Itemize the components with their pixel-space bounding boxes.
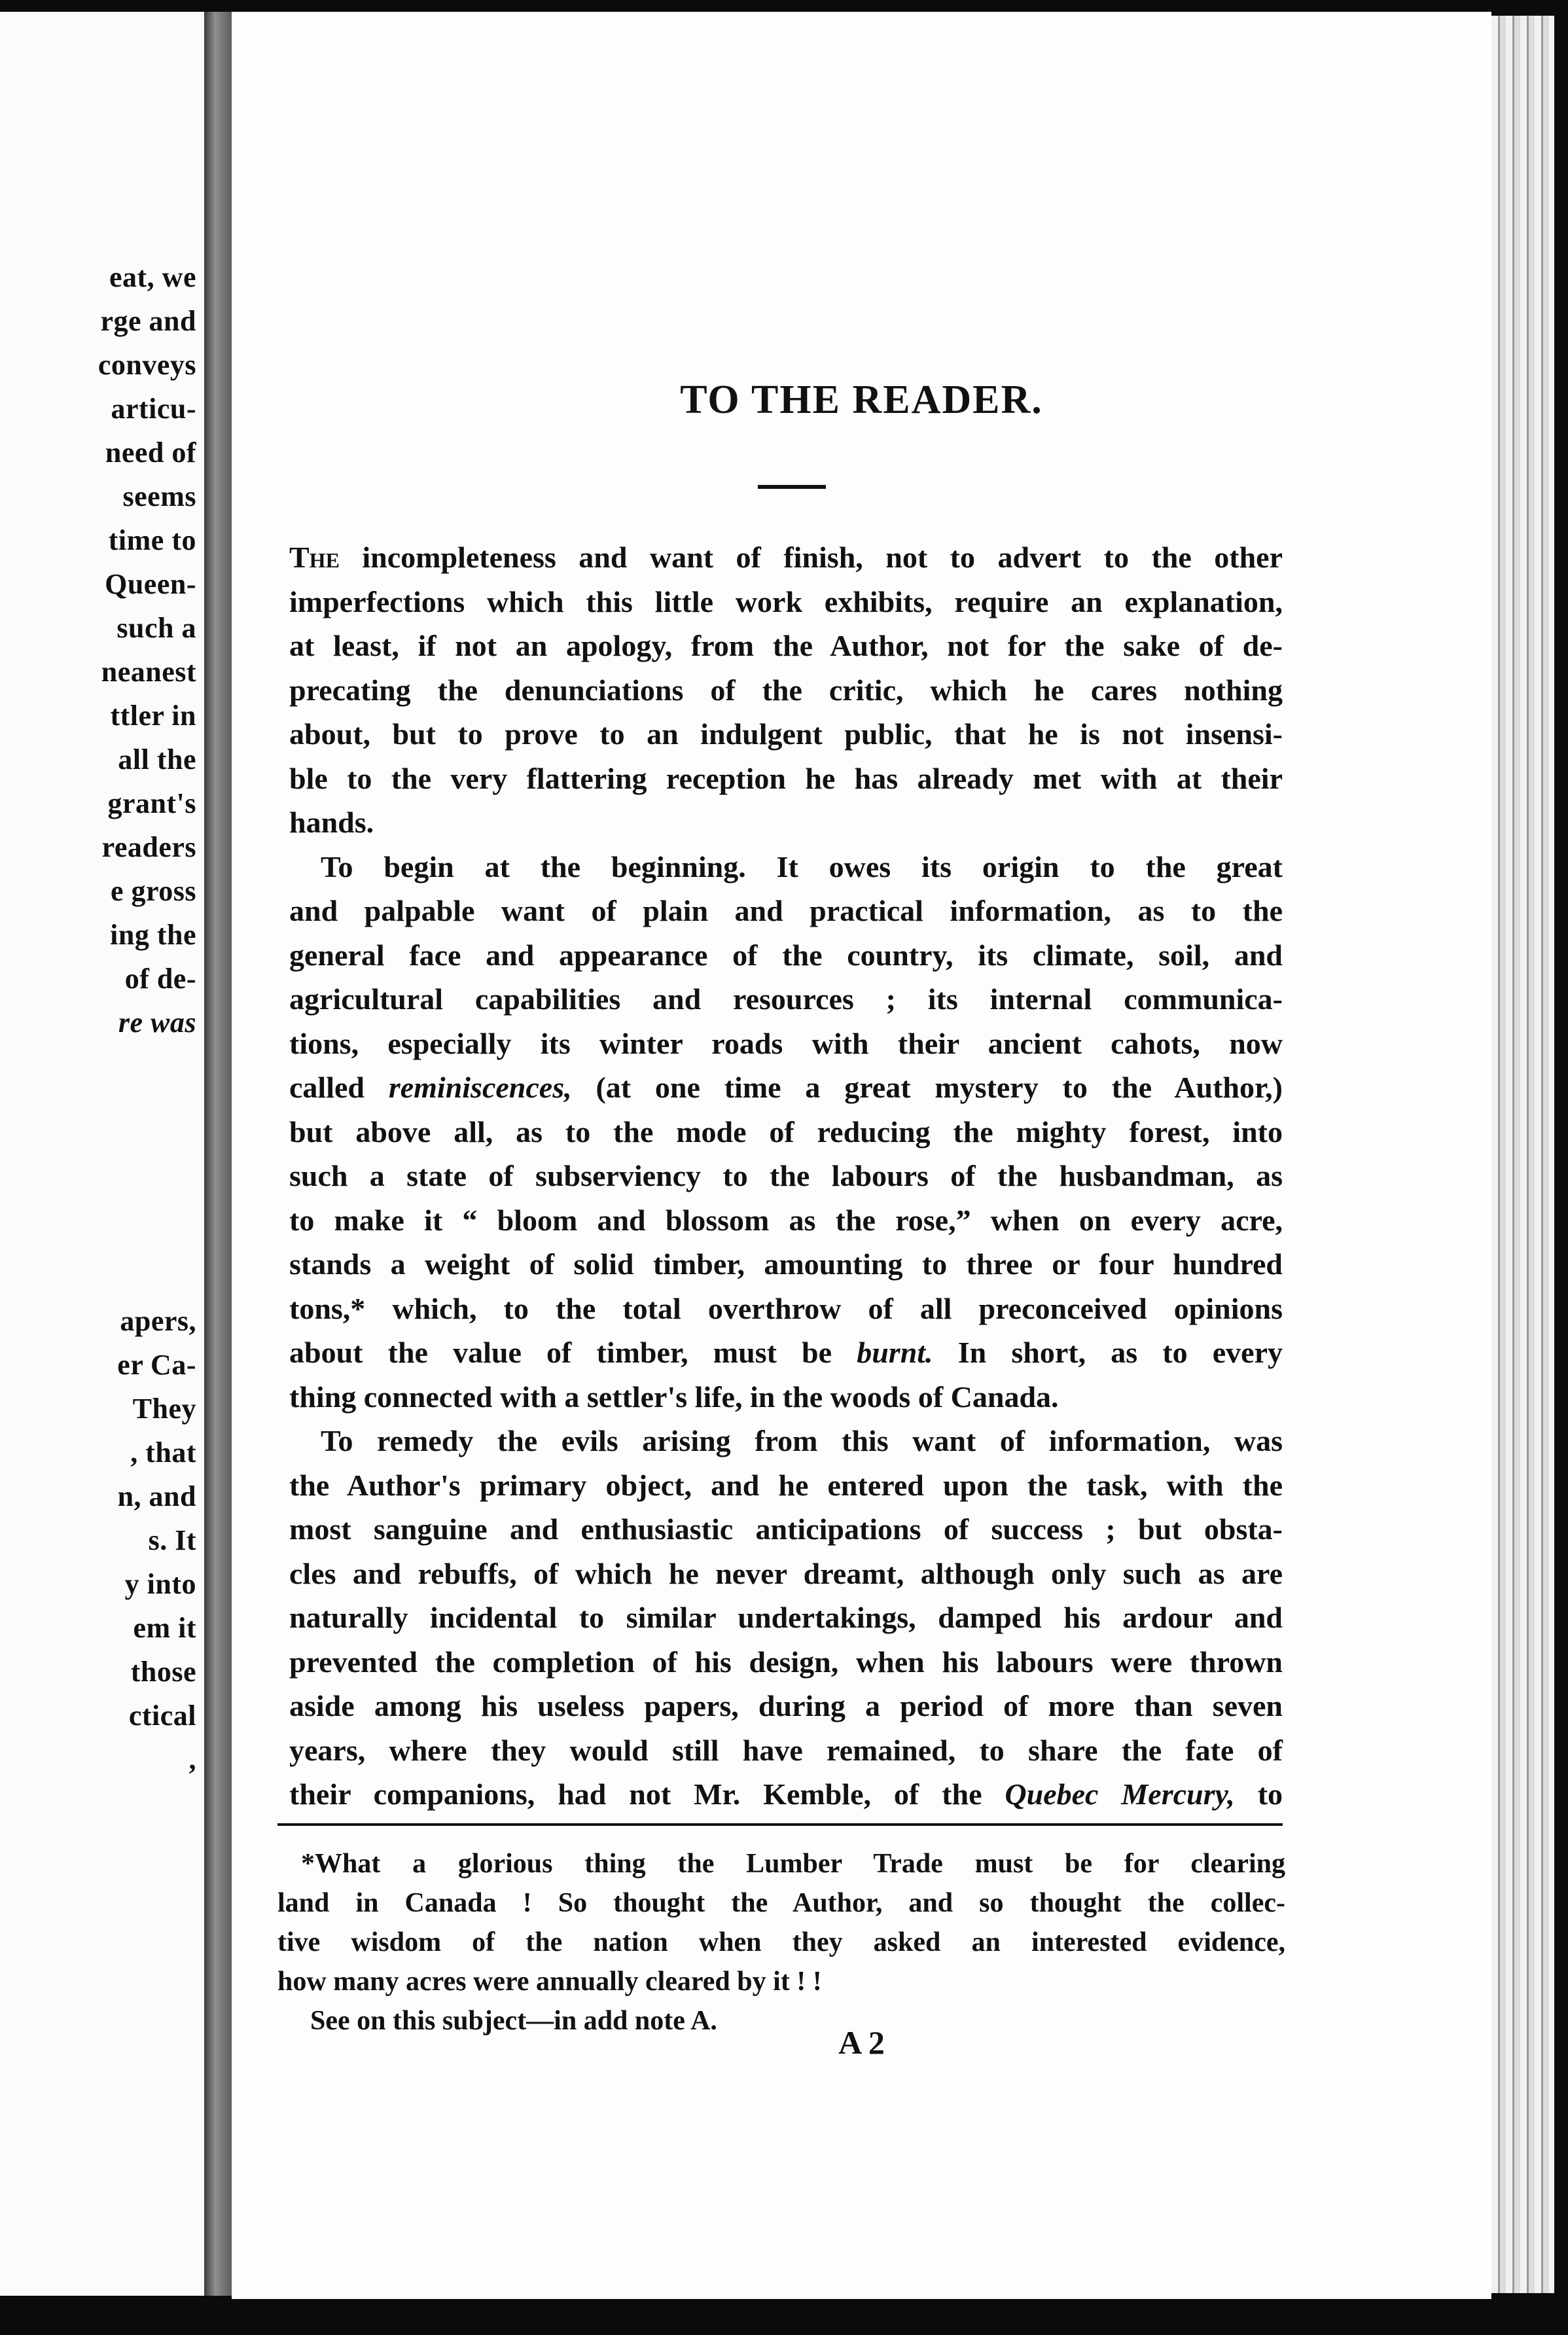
text-line: their companions, had not Mr. Kemble, of the Quebec Mercury, to [289,1777,1283,1811]
paragraph-1 [289,535,1283,845]
facing-page-line: n, and [117,1480,196,1512]
text-line: at least, if not an apology, from the Author, not for the sake of de- [289,629,1283,662]
facing-page-line: ctical [128,1700,196,1732]
text-line: to make it “ bloom and blossom as the rose,” when on every acre, [289,1203,1283,1237]
facing-page-line: seems [122,480,196,512]
facing-page-line: conveys [98,349,196,381]
text-line: about, but to prove to an indulgent public, that he is not insensi- [289,717,1283,751]
text-line: incompleteness and want of finish, not to advert to the other [362,541,1283,574]
facing-page-line: Queen- [105,568,196,600]
text-line: years, where they would still have remained, to share the fate of [289,1733,1283,1767]
text-line: thing connected with a settler's life, in the woods of Canada. [289,1380,1059,1414]
facing-page-line: re was [118,1007,196,1039]
text-line: but above all, as to the mode of reducing the mighty forest, into [289,1114,1283,1149]
footnote-rule [277,1823,1283,1826]
facing-page-line: all the [118,743,196,775]
text-line: precating the denunciations of the critic, which he cares nothing [289,673,1283,707]
facing-page-line: They [132,1393,196,1425]
text-line: such a state of subserviency to the labours of the husbandman, as [289,1159,1283,1192]
italic-text: Quebec Mercury, [1005,1777,1235,1811]
text-line: aside among his useless papers, during a period of more than seven [289,1689,1283,1722]
facing-page-line: grant's [107,787,196,819]
footnote-line: *What a glorious thing the Lumber Trade must be for clearing [301,1849,1285,1879]
signature-mark: A 2 [838,2024,885,2061]
text-line: most sanguine and enthusiastic anticipations of success ; but obsta- [289,1512,1283,1546]
page-title: TO THE READER. [680,378,1043,422]
text-line: hands. [289,806,374,839]
paragraph-2 [289,845,1283,1419]
italic-text: reminiscences, [388,1071,572,1104]
footnote-line: See on this subject—in add note A. [310,2006,717,2036]
text-line: and palpable want of plain and practical information, as to the [289,894,1283,927]
text-line: prevented the completion of his design, when his labours were thrown [289,1645,1283,1679]
book-gutter [204,12,232,2296]
facing-page-line: y into [124,1568,196,1600]
facing-page-line: time to [108,524,196,556]
facing-page-line: eat, we [109,261,196,293]
text-line: ble to the very flattering reception he has already met with at their [289,761,1283,795]
text-line: cles and rebuffs, of which he never dreamt, although only such as are [289,1556,1283,1590]
text-line: the Author's primary object, and he entered upon the task, with the [289,1468,1283,1502]
facing-page-line: em it [133,1612,196,1644]
facing-page-line: , that [130,1436,196,1469]
paragraph-3 [289,1419,1283,1817]
facing-page-line: of de- [124,963,196,995]
page-edges [1491,16,1554,2293]
facing-page-line: readers [101,831,196,863]
facing-page-line: rge and [100,305,196,337]
facing-page-fragment [0,12,204,2296]
facing-page-line: need of [105,437,196,469]
text-line: called reminiscences, (at one time a great mystery to the Author,) [289,1071,1283,1104]
text-line: stands a weight of solid timber, amounting to three or four hundred [289,1247,1283,1281]
facing-page-line: s. It [148,1524,196,1556]
text-line: tons,* which, to the total overthrow of all preconceived opinions [289,1291,1283,1325]
facing-page-line: , [188,1743,196,1775]
text-line: naturally incidental to similar undertakings, damped his ardour and [289,1601,1283,1634]
facing-page-line: neanest [101,656,196,688]
footnote [277,1844,1285,2041]
footnote-line: how many acres were annually cleared by it ! ! [277,1967,822,1997]
facing-page-line: apers, [120,1305,196,1337]
text-line: general face and appearance of the country, its climate, soil, and [289,938,1283,972]
facing-page-line: er Ca- [117,1349,196,1381]
lead-word: The [289,541,340,574]
text-line: about the value of timber, must be burnt. In short, as to every [289,1336,1283,1369]
facing-page-line: ttler in [110,700,196,732]
text-line: To begin at the beginning. It owes its origin to the great [321,849,1283,883]
facing-page-line: ing the [110,919,196,951]
text-line: tions, especially its winter roads with their ancient cahots, now [289,1026,1283,1060]
text-line: agricultural capabilities and resources ; its internal communica- [289,982,1283,1016]
footnote-line: tive wisdom of the nation when they asked an interested evidence, [277,1927,1285,1957]
footnote-line: land in Canada ! So thought the Author, and so thought the collec- [277,1888,1285,1918]
italic-text: burnt. [857,1336,933,1369]
body-text [289,535,1283,1817]
text-line: imperfections which this little work exhibits, require an explanation, [289,584,1283,618]
facing-page-line: e gross [110,875,196,907]
facing-page-line: those [130,1656,196,1688]
text-line: To remedy the evils arising from this want of information, was [321,1424,1283,1457]
facing-page-line: such a [116,612,196,644]
facing-page-line: articu- [111,393,196,425]
title-rule [758,485,826,489]
book-page [232,12,1491,2299]
